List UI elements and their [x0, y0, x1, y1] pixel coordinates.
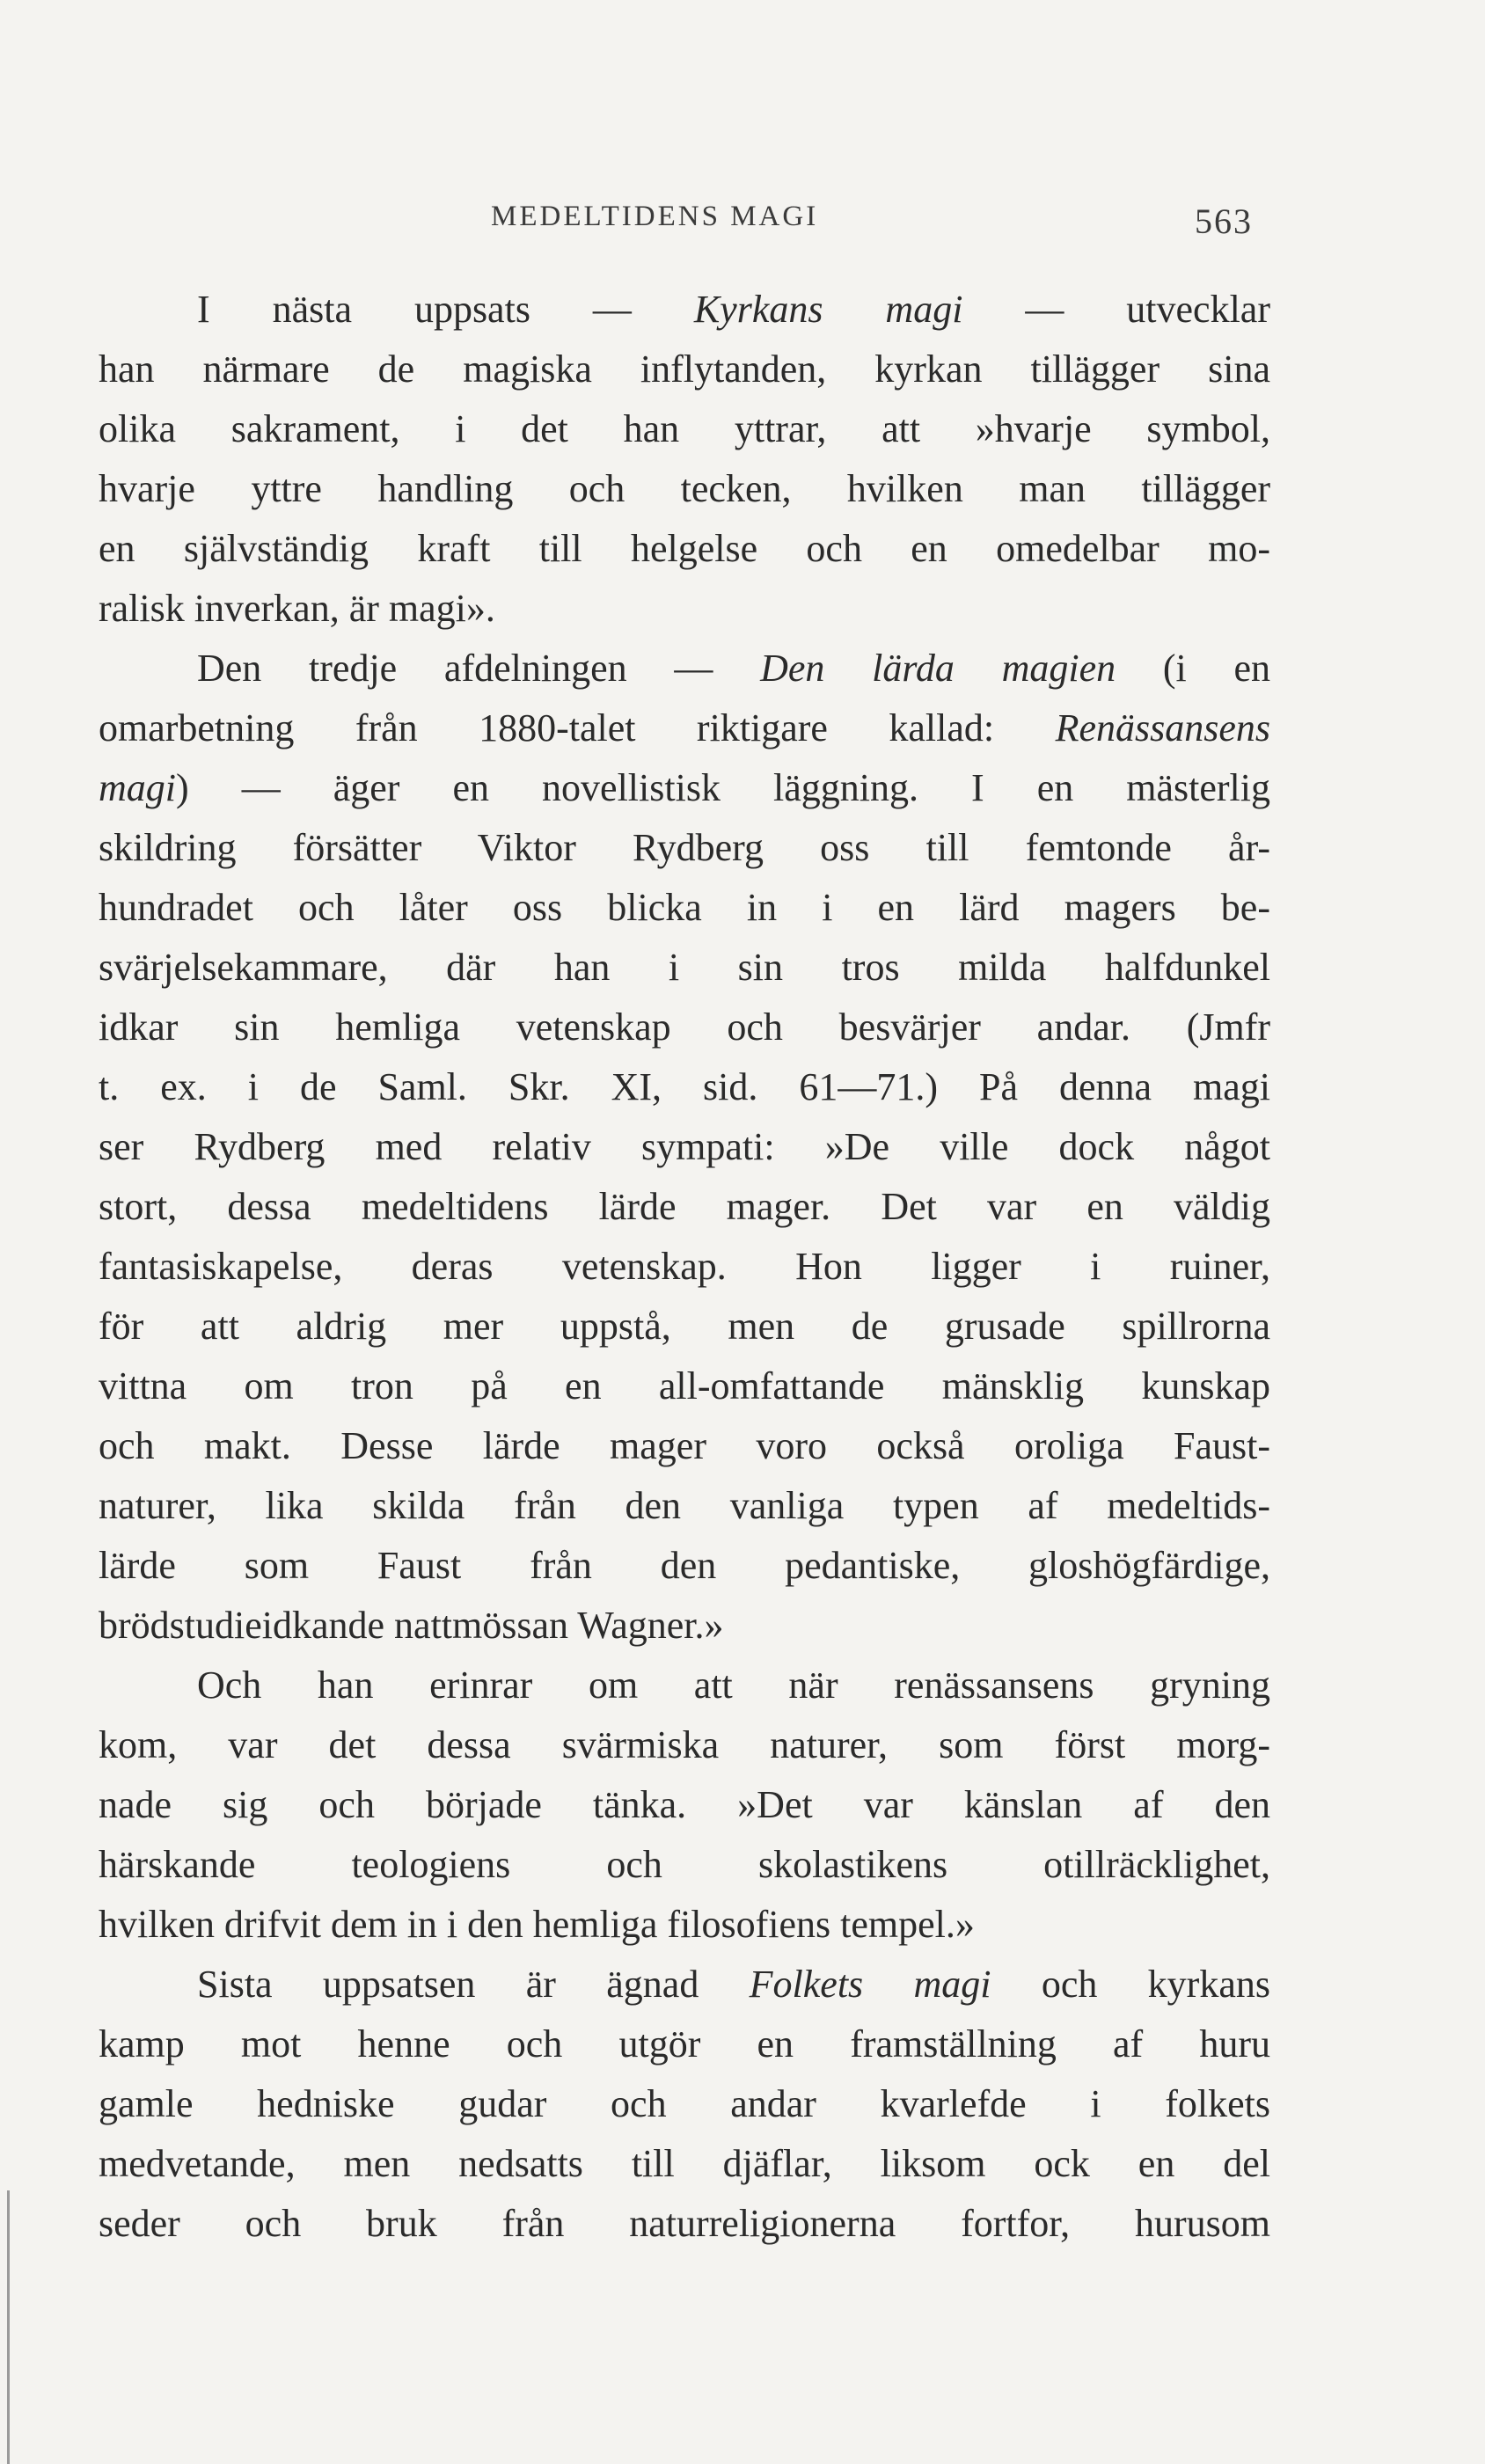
text-line	[99, 1356, 1270, 1416]
text-line	[99, 2134, 1270, 2194]
running-title: MEDELTIDENS MAGI	[491, 201, 819, 232]
text-segment: — utvecklar	[962, 288, 1270, 331]
text-segment: han närmare de magiska inflytanden, kyrkan tillägger sina	[99, 347, 1270, 391]
text-segment: stort, dessa medeltidens lärde mager. Det var en väldig	[99, 1185, 1270, 1228]
text-segment: hvarje yttre handling och tecken, hvilken man tillägger	[99, 467, 1270, 510]
text-segment: gamle hedniske gudar och andar kvarlefde i folkets	[99, 2082, 1270, 2125]
text-segment: Sista uppsatsen är ägnad	[197, 1963, 750, 2006]
text-segment: t. ex. i de Saml. Skr. XI, sid. 61—71.) På denna magi	[99, 1065, 1270, 1108]
text-segment: idkar sin hemliga vetenskap och besvärjer andar. (Jmfr	[99, 1005, 1270, 1049]
text-segment: härskande teologiens och skolastikens otillräcklighet,	[99, 1843, 1270, 1886]
text-segment: ) — äger en novellistisk läggning. I en mästerlig	[176, 766, 1270, 809]
text-line	[99, 1895, 1270, 1955]
text-line	[99, 519, 1270, 579]
text-line	[99, 1596, 1270, 1656]
text-line	[99, 818, 1270, 878]
text-segment: svärjelsekammare, där han i sin tros milda halfdunkel	[99, 946, 1270, 989]
text-segment: fantasiskapelse, deras vetenskap. Hon ligger i ruiner,	[99, 1245, 1270, 1288]
text-line	[99, 340, 1270, 399]
text-segment: för att aldrig mer uppstå, men de grusade spillrorna	[99, 1305, 1270, 1348]
italic-title: Folkets magi	[749, 1963, 991, 2006]
text-segment: en självständig kraft till helgelse och en omedelbar mo-	[99, 527, 1270, 570]
text-line	[99, 1117, 1270, 1177]
text-segment: omarbetning från 1880-talet riktigare kallad:	[99, 706, 1056, 749]
text-segment: seder och bruk från naturreligionerna fortfor, hurusom	[99, 2202, 1270, 2245]
text-segment: och kyrkans	[991, 1963, 1270, 2006]
text-line	[99, 998, 1270, 1057]
body-text	[99, 280, 1270, 2254]
text-line	[99, 1775, 1270, 1835]
text-line	[99, 878, 1270, 938]
text-segment: Den tredje afdelningen —	[197, 647, 761, 690]
text-line	[99, 280, 1270, 340]
text-segment: vittna om tron på en all-omfattande mänsklig kunskap	[99, 1364, 1270, 1407]
text-line	[99, 1955, 1270, 2014]
text-line	[99, 1536, 1270, 1596]
text-line	[99, 459, 1270, 519]
text-segment: I nästa uppsats —	[197, 288, 694, 331]
page-number: 563	[1195, 201, 1253, 241]
text-line	[99, 399, 1270, 459]
text-line	[99, 579, 1270, 639]
text-segment: nade sig och började tänka. »Det var känslan af den	[99, 1783, 1270, 1826]
text-line	[99, 1297, 1270, 1356]
text-line	[99, 639, 1270, 698]
text-segment: (i en	[1116, 647, 1270, 690]
text-segment: brödstudieidkande nattmössan Wagner.»	[99, 1604, 724, 1647]
text-segment: hundradet och låter oss blicka in i en lärd magers be-	[99, 886, 1270, 929]
italic-title: Kyrkans magi	[693, 288, 963, 331]
text-segment: lärde som Faust från den pedantiske, gloshögfärdige,	[99, 1544, 1270, 1587]
text-line	[99, 2014, 1270, 2074]
text-segment: kamp mot henne och utgör en framställning af huru	[99, 2022, 1270, 2066]
text-line	[99, 1416, 1270, 1476]
text-segment: ralisk inverkan, är magi».	[99, 587, 495, 630]
text-line	[99, 1177, 1270, 1237]
text-segment: Och han erinrar om att när renässansens gryning	[197, 1663, 1270, 1707]
text-line	[99, 2074, 1270, 2134]
italic-title: magi	[99, 766, 176, 809]
text-line	[99, 698, 1270, 758]
text-segment: och makt. Desse lärde mager voro också oroliga Faust-	[99, 1424, 1270, 1467]
text-line	[99, 1057, 1270, 1117]
italic-title: Renässansens	[1055, 706, 1270, 749]
text-segment: kom, var det dessa svärmiska naturer, som först morg-	[99, 1723, 1270, 1766]
text-line	[99, 1835, 1270, 1895]
text-segment: hvilken drifvit dem in i den hemliga filosofiens tempel.»	[99, 1903, 975, 1946]
text-segment: skildring försätter Viktor Rydberg oss till femtonde år-	[99, 826, 1270, 869]
text-line	[99, 1237, 1270, 1297]
page-header	[0, 201, 1485, 245]
text-segment: olika sakrament, i det han yttrar, att »hvarje symbol,	[99, 407, 1270, 450]
text-line	[99, 1476, 1270, 1536]
text-line	[99, 758, 1270, 818]
text-line	[99, 2194, 1270, 2254]
text-segment: ser Rydberg med relativ sympati: »De ville dock något	[99, 1125, 1270, 1168]
scan-gutter-edge	[7, 2190, 10, 2464]
text-segment: naturer, lika skilda från den vanliga typen af medeltids-	[99, 1484, 1270, 1527]
text-line	[99, 938, 1270, 998]
text-line	[99, 1656, 1270, 1715]
italic-title: Den lärda magien	[760, 647, 1116, 690]
text-line	[99, 1715, 1270, 1775]
text-segment: medvetande, men nedsatts till djäflar, liksom ock en del	[99, 2142, 1270, 2185]
